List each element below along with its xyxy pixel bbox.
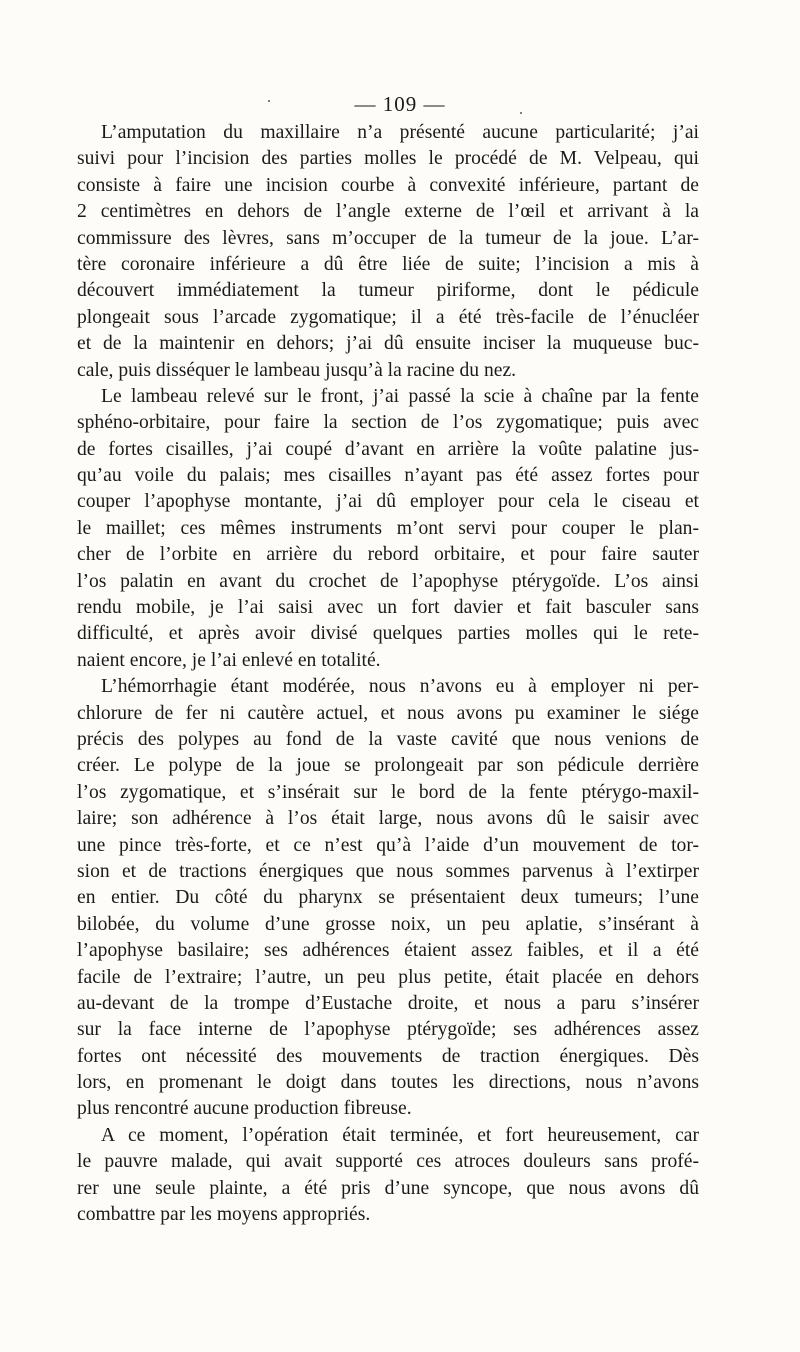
text-line: créer. Le polype de la joue se prolongeait par son pédicule derrière [77,755,699,777]
text-line: le maillet; ces mêmes instruments m’ont servi pour couper le plan- [77,517,699,539]
text-line: l’os zygomatique, et s’insérait sur le bord de la fente ptérygo-maxil- [77,781,699,803]
text-line: A ce moment, l’opération était terminée, et fort heureusement, car [101,1124,699,1146]
text-line: rendu mobile, je l’ai saisi avec un fort davier et fait basculer sans [77,597,699,619]
text-line: découvert immédiatement la tumeur piriforme, dont le pédicule [77,280,699,302]
text-line: de fortes cisailles, j’ai coupé d’avant en arrière la voûte palatine jus- [77,438,699,460]
text-line: 2 centimètres en dehors de l’angle externe de l’œil et arrivant à la [77,201,699,223]
paragraph [77,384,699,674]
text-line: commissure des lèvres, sans m’occuper de la tumeur de la joue. L’ar- [77,227,699,249]
text-line: en entier. Du côté du pharynx se présentaient deux tumeurs; l’une [77,887,699,909]
text-line: sur la face interne de l’apophyse ptérygoïde; ses adhérences assez [77,1019,699,1041]
page-number: — 109 — [354,92,446,116]
text-line: sion et de tractions énergiques que nous sommes parvenus à l’extirper [77,860,699,882]
text-line: cale, puis disséquer le lambeau jusqu’à la racine du nez. [77,359,517,381]
text-line: lors, en promenant le doigt dans toutes les directions, nous n’avons [77,1072,699,1094]
text-line: couper l’apophyse montante, j’ai dû employer pour cela le ciseau et [77,491,699,513]
text-line: l’os palatin en avant du crochet de l’apophyse ptérygoïde. L’os ainsi [77,570,699,592]
body-text [77,120,699,1228]
text-line: suivi pour l’incision des parties molles le procédé de M. Velpeau, qui [77,148,699,170]
paragraph [77,1123,699,1229]
text-line: le pauvre malade, qui avait supporté ces atroces douleurs sans profé- [77,1151,699,1173]
text-line: facile de l’extraire; l’autre, un peu plus petite, était placée en dehors [77,966,699,988]
text-line: plus rencontré aucune production fibreuse. [77,1098,412,1120]
text-line: combattre par les moyens appropriés. [77,1204,371,1226]
text-line: difficulté, et après avoir divisé quelques parties molles qui le rete- [77,623,699,645]
text-line: L’hémorrhagie étant modérée, nous n’avons eu à employer ni per- [101,676,699,698]
text-line: L’amputation du maxillaire n’a présenté aucune particularité; j’ai [101,122,699,143]
text-line: laire; son adhérence à l’os était large, nous avons dû le saisir avec [77,808,699,830]
text-line: tère coronaire inférieure a dû être liée de suite; l’incision a mis à [77,253,699,275]
text-line: rer une seule plainte, a été pris d’une syncope, que nous avons dû [77,1177,699,1199]
text-line: sphéno-orbitaire, pour faire la section de l’os zygomatique; puis avec [77,412,699,434]
text-line: une pince très-forte, et ce n’est qu’à l’aide d’un mouvement de tor- [77,834,699,856]
text-line: consiste à faire une incision courbe à convexité inférieure, partant de [77,174,699,196]
ink-speck [268,100,270,102]
text-line: naient encore, je l’ai enlevé en totalité. [77,649,381,671]
text-line: et de la maintenir en dehors; j’ai dû ensuite inciser la muqueuse buc- [77,333,699,355]
text-line: fortes ont nécessité des mouvements de traction énergiques. Dès [77,1045,699,1067]
text-line: chlorure de fer ni cautère actuel, et nous avons pu examiner le siége [77,702,699,724]
ink-speck [520,112,522,114]
text-line: précis des polypes au fond de la vaste cavité que nous venions de [77,728,699,750]
text-line: qu’au voile du palais; mes cisailles n’ayant pas été assez fortes pour [77,465,699,487]
paragraph [77,120,699,384]
text-line: cher de l’orbite en arrière du rebord orbitaire, et pour faire sauter [77,544,699,566]
text-line: plongeait sous l’arcade zygomatique; il a été très-facile de l’énucléer [77,306,699,328]
text-line: Le lambeau relevé sur le front, j’ai passé la scie à chaîne par la fente [101,385,699,407]
text-line: l’apophyse basilaire; ses adhérences étaient assez faibles, et il a été [77,940,699,962]
text-line: au-devant de la trompe d’Eustache droite, et nous a paru s’insérer [77,992,699,1014]
paragraph [77,674,699,1123]
text-line: bilobée, du volume d’une grosse noix, un peu aplatie, s’insérant à [77,913,699,935]
